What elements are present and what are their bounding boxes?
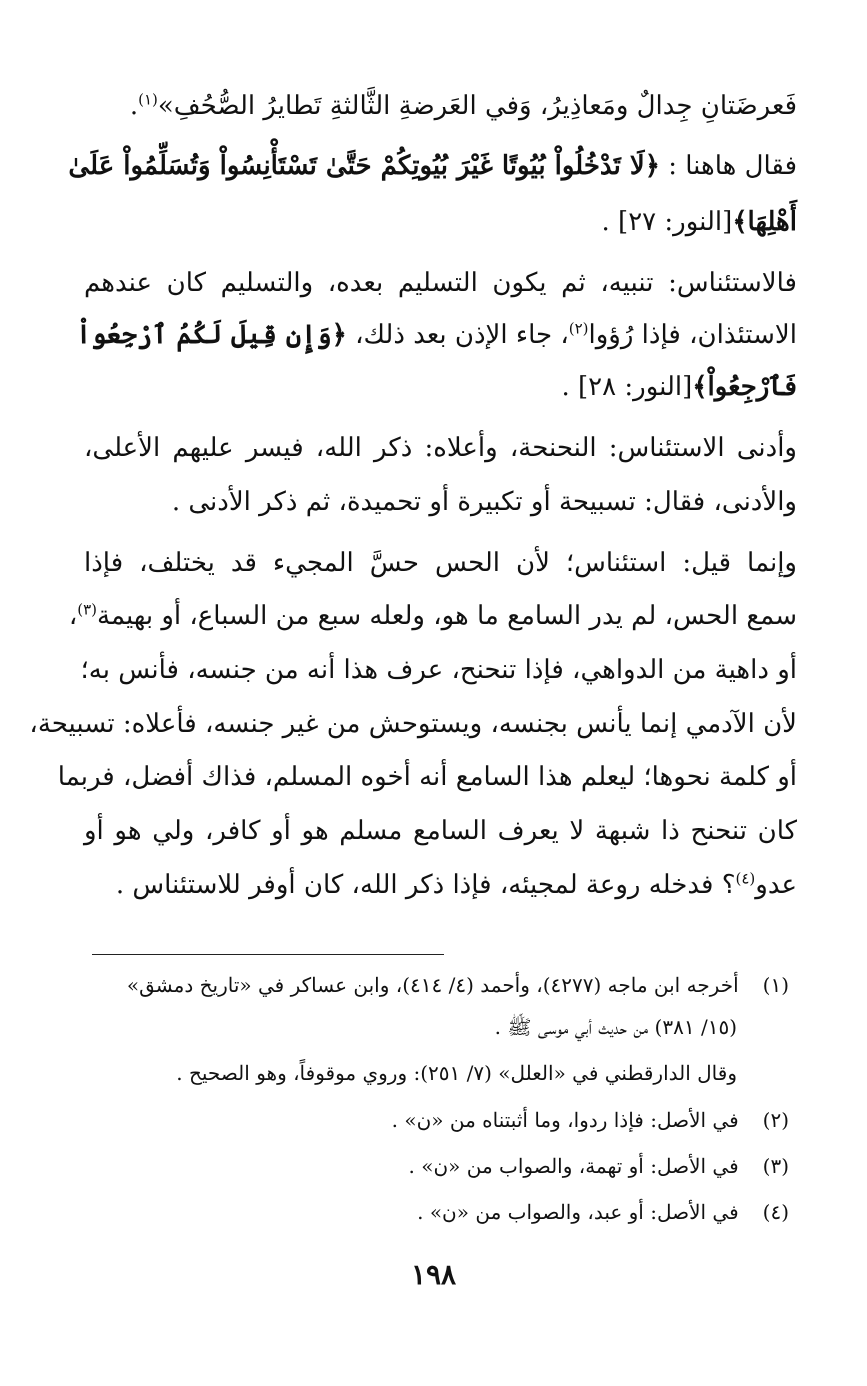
body-line-10-text: سمع الحس، لم يدر السامع ما هو، ولعله سبع من السباع، أو بهيمة <box>97 601 797 631</box>
footnote-3-text: في الأصل: أو تهمة، والصواب من «ن» . <box>408 1154 739 1178</box>
body-line-15-text: عدو <box>755 870 797 900</box>
body-line-1-text: فَعرضَتانِ جِدالٌ ومَعاذِيرُ، وَفي العَرضةِ الثَّالثةِ تَطايرُ الصُّحُفِ» <box>157 91 797 121</box>
body-line-6 <box>84 367 797 411</box>
body-line-2-text: فقال هاهنا : <box>659 151 797 181</box>
quran-verse-1b: أَهْلِهَا﴾ <box>732 207 797 237</box>
body-line-2 <box>68 146 797 190</box>
footnote-1-text-2: (١٥/ ٣٨١) من حديث أبي موسى ﷺ . <box>494 1015 737 1039</box>
body-line-4 <box>84 263 797 307</box>
body-line-5-text: الاستئذان، فإذا رُؤوا <box>588 320 797 350</box>
footnote-ref-1: (١) <box>138 90 158 109</box>
footnote-2 <box>81 1105 789 1139</box>
footnote-1-line-2 <box>29 1012 789 1046</box>
footnote-1-line-3 <box>29 1058 789 1092</box>
footnote-4 <box>81 1197 789 1231</box>
body-line-8-text: والأدنى، فقال: تسبيحة أو تكبيرة أو تحميدة، ثم ذكر الأدنى . <box>171 487 797 517</box>
footnote-1-line-1 <box>81 970 789 1004</box>
body-line-1 <box>84 86 797 130</box>
footnote-3-number: (٣) <box>762 1154 789 1178</box>
body-line-15-text2: ؟ فدخله روعة لمجيئه، فإذا ذكر الله، كان أوفر للاستئناس . <box>115 870 736 900</box>
footnote-separator <box>92 954 444 955</box>
footnote-ref-3: (٣) <box>77 600 98 619</box>
footnote-ref-2: (٢) <box>568 319 589 338</box>
body-line-5-text2: ، جاء الإذن بعد ذلك، <box>346 320 569 350</box>
body-line-9 <box>84 543 797 587</box>
body-line-15 <box>84 865 797 909</box>
body-line-7 <box>84 428 797 472</box>
footnote-4-number: (٤) <box>762 1200 789 1224</box>
body-line-9-text: وإنما قيل: استئناس؛ لأن الحس حسَّ المجيء قد يختلف، فإذا <box>84 548 797 578</box>
body-line-10 <box>68 596 797 640</box>
footnote-1-text-1: أخرجه ابن ماجه (٤٢٧٧)، وأحمد (٤/ ٤١٤)، وابن عساكر في «تاريخ دمشق» <box>126 973 739 997</box>
body-line-3 <box>84 202 797 246</box>
body-line-14 <box>84 811 797 855</box>
quran-citation-2: [النور: ٢٨] . <box>561 372 693 402</box>
body-line-13 <box>57 757 797 801</box>
footnote-4-text: في الأصل: أو عبد، والصواب من «ن» . <box>417 1200 739 1224</box>
footnote-3 <box>81 1151 789 1185</box>
quran-verse-2b: فَٱرْجِعُواْ﴾ <box>692 372 797 402</box>
body-line-10-end: ، <box>68 601 78 631</box>
body-line-13-text: أو كلمة نحوها؛ ليعلم هذا السامع أنه أخوه المسلم، فذاك أفضل، فربما <box>57 762 797 792</box>
body-line-1-end: . <box>129 91 139 121</box>
footnote-1-text-3: وقال الدارقطني في «العلل» (٧/ ٢٥١): وروي موقوفاً، وهو الصحيح . <box>176 1061 737 1085</box>
footnote-2-number: (٢) <box>762 1108 789 1132</box>
body-line-14-text: كان تنحنح ذا شبهة لا يعرف السامع مسلم هو أو كافر، ولي هو أو <box>84 816 797 846</box>
body-line-12-text: لأن الآدمي إنما يأنس بجنسه، ويستوحش من غير جنسه، فأعلاه: تسبيحة، <box>29 709 797 739</box>
quran-verse-2a: ﴿وَإِن قِيلَ لَكُمُ ٱرْجِعُواْ <box>75 320 347 350</box>
body-line-12 <box>29 704 797 748</box>
footnote-ref-4: (٤) <box>735 869 756 888</box>
quran-verse-1a: ﴿لَا تَدْخُلُواْ بُيُوتًا غَيْرَ بُيُوتِكُمْ حَتَّىٰ تَسْتَأْنِسُواْ وَتُسَلِّمُواْ عَلَىٰ <box>68 151 660 181</box>
body-line-11-text: أو داهية من الدواهي، فإذا تنحنح، عرف هذا أنه من جنسه، فأنس به؛ <box>80 655 797 685</box>
body-line-8 <box>84 482 797 526</box>
footnote-1-number: (١) <box>762 973 789 997</box>
footnote-2-text: في الأصل: فإذا ردوا، وما أثبتناه من «ن» . <box>391 1108 739 1132</box>
body-line-11 <box>80 650 797 694</box>
page-number: ١٩٨ <box>410 1258 457 1291</box>
quran-citation-1: [النور: ٢٧] . <box>601 207 733 237</box>
body-line-5 <box>75 315 797 359</box>
body-line-4-text: فالاستئناس: تنبيه، ثم يكون التسليم بعده، والتسليم كان عندهم <box>84 268 797 298</box>
body-line-7-text: وأدنى الاستئناس: النحنحة، وأعلاه: ذكر الله، فيسر عليهم الأعلى، <box>84 433 797 463</box>
